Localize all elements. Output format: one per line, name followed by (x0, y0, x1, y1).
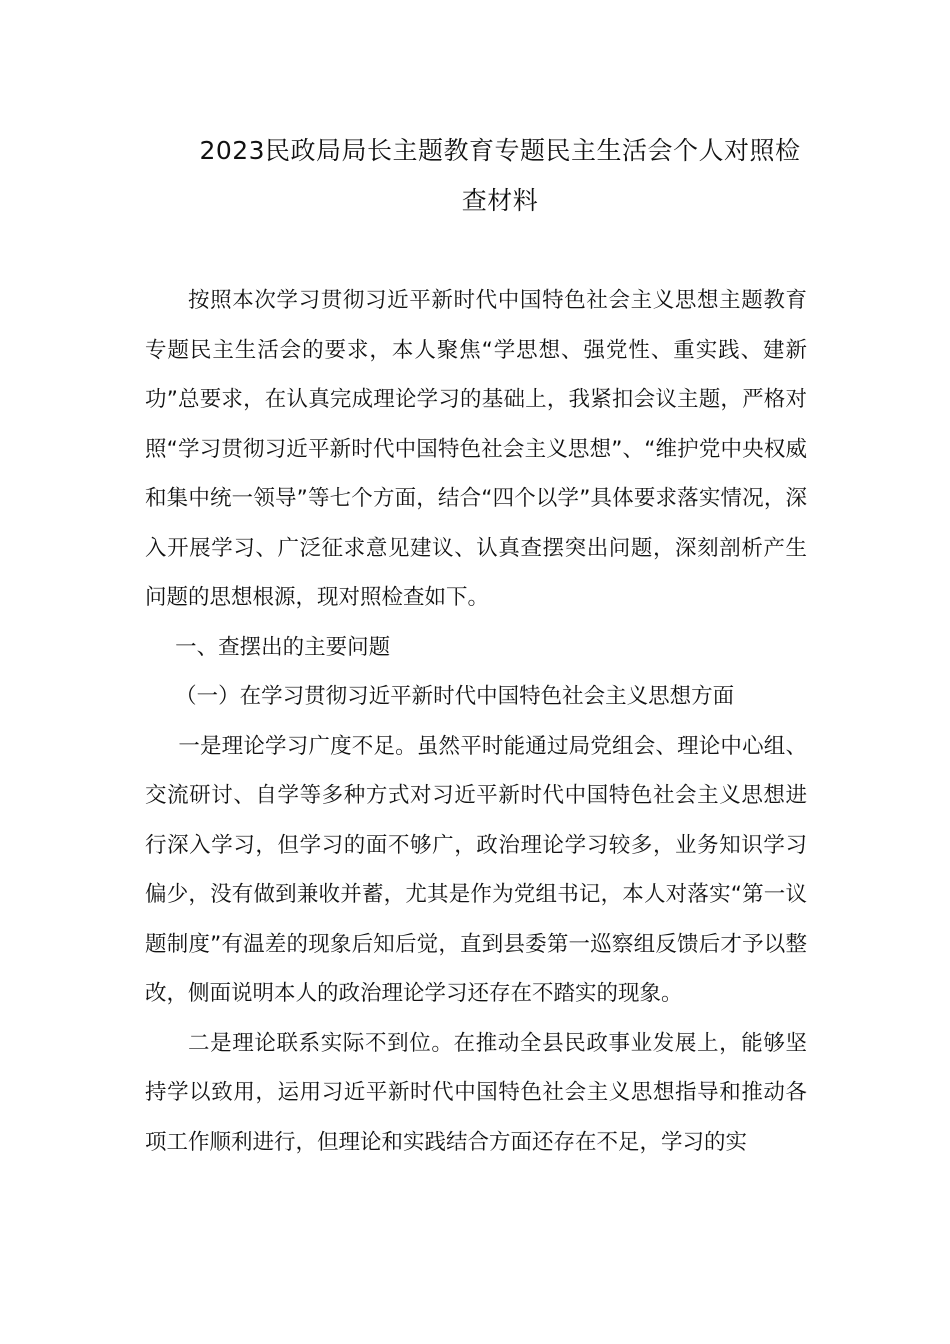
document-title: 2023民政局局长主题教育专题民主生活会个人对照检查材料 (199, 136, 801, 215)
subsection-heading: （一）在学习贯彻习近平新时代中国特色社会主义思想方面 (175, 684, 735, 709)
section-heading: 一、查摆出的主要问题 (175, 634, 391, 660)
intro-paragraph: 按照本次学习贯彻习近平新时代中国特色社会主义思想主题教育专题民主生活会的要求，本人聚焦“学思想、强党性、重实践、建新功”总要求，在认真完成理论学习的基础上，我紧扣会议主题，严格对照“学习贯彻习近平新时代中国特色社会主义思想”、“维护党中央权威和集中统一领导”等七个方面，结合“四个以学”具体要求落实情况，深入开展学习、广泛征求意见建议、认真查摆突出问题，深刻剖析产生问题的思想根源，现对照检查如下。 (145, 288, 807, 610)
document-body (145, 276, 807, 1167)
problem-paragraph-2: 二是理论联系实际不到位。在推动全县民政事业发展上，能够坚持学以致用，运用习近平新时代中国特色社会主义思想指导和推动各项工作顺利进行，但理论和实践结合方面还存在不足，学习的实 (145, 1030, 807, 1155)
problem-paragraph-1: 一是理论学习广度不足。虽然平时能通过局党组会、理论中心组、交流研讨、自学等多种方式对习近平新时代中国特色社会主义思想进行深入学习，但学习的面不够广，政治理论学习较多，业务知识学习偏少，没有做到兼收并蓄，尤其是作为党组书记，本人对落实“第一议题制度”有温差的现象后知后觉，直到县委第一巡察组反馈后才予以整改，侧面说明本人的政治理论学习还存在不踏实的现象。 (145, 733, 807, 1006)
